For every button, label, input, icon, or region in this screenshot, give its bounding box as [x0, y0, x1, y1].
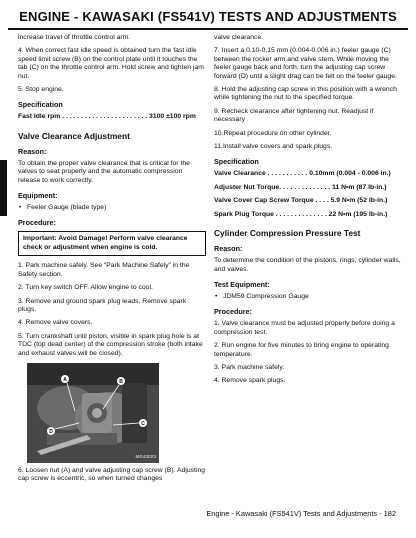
figure-id: MX43023 — [135, 454, 156, 460]
step-4-fast-idle: 4. When correct fast idle speed is obtained turn the fast idle speed limit screw (B) on the control plate until it touches the tab (C) on the throttle control arm. Hold screw and tighten jam nut. — [18, 47, 204, 80]
spec-valve-clearance: Valve Clearance . . . . . . . . . . . 0.10mm (0.004 - 0.006 in.) — [214, 170, 391, 178]
test-equipment-heading: Test Equipment: — [214, 279, 270, 289]
figure-label-a: A — [63, 376, 67, 383]
compression-step-2: 2. Run engine for five minutes to bring engine to operating temperature. — [214, 342, 389, 358]
compression-step-3: 3. Park machine safely. — [214, 363, 285, 371]
step-5-crankshaft: 5. Turn crankshaft until piston, visible in spark plug hole is at TDC (top dead center) of the compression stroke (both intake and exhaust valves will be closed). — [18, 332, 203, 357]
spec-valve-cover-torque: Valve Cover Cap Screw Torque . . . . 5.9 N•m (52 lb-in.) — [214, 197, 388, 205]
figure-label-b: B — [119, 378, 123, 385]
spec-spark-plug-torque: Spark Plug Torque . . . . . . . . . . . . . . 22 N•m (195 lb-in.) — [214, 210, 388, 218]
page-footer: Engine - Kawasaki (FS541V) Tests and Adjustments - 182 — [206, 509, 396, 518]
procedure-heading: Procedure: — [18, 218, 56, 228]
step-9-recheck: 9. Recheck clearance after tightening nut. Readjust if necessary — [214, 107, 374, 124]
equipment-item-feeler-gauge: • Feeler Gauge (blade type) — [18, 204, 206, 212]
step-11-install: 11.Install valve covers and spark plugs. — [214, 143, 333, 151]
step-10-repeat: 10.Repeat procedure on other cylinder. — [214, 129, 332, 137]
reason-text: To obtain the proper valve clearance that is critical for the valves to seat properly and the automatic compression release to work correctly. — [18, 159, 190, 184]
page-header-title: ENGINE - KAWASAKI (FS541V) TESTS AND ADJUSTMENTS — [19, 9, 397, 24]
engine-photo-drawing — [27, 363, 159, 463]
spec-adjuster-nut-torque: Adjuster Nut Torque. . . . . . . . . . . . . . 11 N•m (87 lb-in.) — [214, 183, 387, 191]
step-8-hold-cap-screw: 8. Hold the adjusting cap screw in this position with a wrench while tightening the nut to the specified torque. — [214, 86, 397, 102]
step-4-valve-covers: 4. Remove valve covers. — [18, 319, 93, 327]
step-5-stop-engine: 5. Stop engine. — [18, 86, 64, 94]
reason-text-right: To determine the condition of the pistons, rings, cylinder walls, and valves. — [214, 257, 401, 273]
step-3-spark-plugs: 3. Remove and ground spark plug leads. Remove spark plugs. — [18, 297, 187, 313]
valve-clearance-heading: Valve Clearance Adjustment — [18, 130, 130, 141]
left-column — [18, 34, 206, 489]
important-warning-box: Important: Avoid Damage! Perform valve clearance check or adjustment when engine is cold. — [18, 231, 206, 256]
paragraph-valve-clearance-cont: valve clearance. — [214, 34, 264, 41]
cylinder-compression-heading: Cylinder Compression Pressure Test — [214, 228, 361, 239]
valve-adjustment-photo — [27, 363, 159, 463]
reason-heading-right: Reason: — [214, 244, 243, 254]
compression-step-1: 1. Valve clearance must be adjusted properly before doing a compression test. — [214, 320, 395, 336]
specification-heading: Specification — [18, 100, 63, 110]
figure-label-c: C — [141, 420, 145, 427]
section-side-tab — [0, 160, 7, 216]
procedure-heading-right: Procedure: — [214, 307, 252, 317]
header-rule — [8, 28, 408, 30]
right-column — [214, 34, 402, 391]
step-2-key-switch: 2. Turn key switch OFF. Allow engine to cool. — [18, 284, 153, 292]
specification-heading-right: Specification — [214, 157, 259, 167]
step-6-loosen-nut: 6. Loosen nut (A) and valve adjusting cap screw (B). Adjusting cap screw is eccentric, so when turned changes — [18, 466, 206, 483]
step-7-feeler-gauge: 7. Insert a 0.10-0.15 mm (0.004-0.006 in.) feeler gauge (C) between the rocker arm and valve stem. While moving the feeler gauge back and forth, turn the adjusting cap screw forward (D) until a slight drag can be felt on the feeler gauge. — [214, 47, 397, 80]
reason-heading: Reason: — [18, 146, 47, 156]
figure-label-d: D — [49, 428, 53, 435]
paragraph-increase-travel: increase travel of throttle control arm. — [18, 34, 131, 41]
step-1-park-machine: 1. Park machine safely. See “Park Machine Safely” in the Safety section. — [18, 262, 190, 278]
equipment-heading: Equipment: — [18, 191, 58, 201]
compression-step-4: 4. Remove spark plugs. — [214, 377, 286, 385]
spec-fast-idle-rpm: Fast Idle rpm . . . . . . . . . . . . . . . . . . . . . . . 3100 ±100 rpm — [18, 113, 196, 121]
test-equipment-item: • JDM59 Compression Gauge — [214, 293, 402, 301]
